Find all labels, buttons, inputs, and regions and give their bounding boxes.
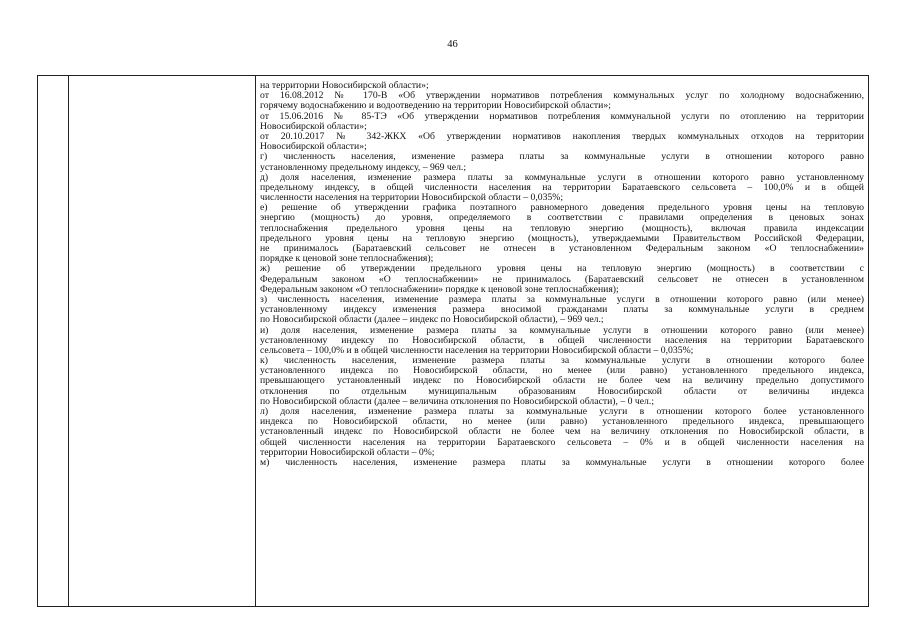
text-line: Новосибирской области»; xyxy=(260,141,367,153)
text-line: порядке к ценовой зоне теплоснабжения); xyxy=(260,253,434,265)
text-line: по Новосибирской области (далее – величина отклонения по Новосибирской области), – 0 чел.; xyxy=(260,395,655,407)
text-line: ж) решение об утверждении предельного уровня цены на тепловую энергию (мощность) в соответствии с xyxy=(260,263,864,275)
text-line: е) решение об утверждении графика поэтапного равномерного доведения предельного уровня цены на тепловую xyxy=(260,202,864,214)
text-line: предельного уровня цены на тепловую энергию (мощность), утверждаемыми Правительством Российской Федерации, xyxy=(260,232,864,244)
text-line: сельсовета – 100,0% и в общей численности населения на территории Новосибирской области – 0,035%; xyxy=(260,344,694,356)
text-line: л) доля населения, изменение размера платы за коммунальные услуги в отношении которого более установленного xyxy=(260,406,864,417)
text-line: не принималось (Баратаевский сельсовет не отнесен в установленном Федеральным законом «О теплоснабжении» xyxy=(260,243,864,254)
table-text-cell xyxy=(260,81,864,468)
text-line: численности населения на территории Новосибирской области – 0,035%; xyxy=(260,192,564,204)
text-line: отклонения по отдельным муниципальным образованиям Новосибирской области от величины индекса xyxy=(260,385,864,397)
text-line: от 16.08.2012 № 170-В «Об утверждении нормативов потребления коммунальных услуг по холодному водоснабжению, xyxy=(260,90,864,102)
text-line: от 15.06.2016 № 85-ТЭ «Об утверждении нормативов потребления коммунальной услуги по отоплению на территории xyxy=(260,110,864,122)
text-line: по Новосибирской области (далее – индекс по Новосибирской области), – 969 чел.; xyxy=(260,314,604,326)
document-table xyxy=(37,75,869,607)
text-line: установленному предельному индексу, – 969 чел.; xyxy=(260,161,467,173)
column-divider-2 xyxy=(255,76,256,606)
text-line: теплоснабжения предельного уровня цены на тепловую энергию (мощность), включая правила индексации xyxy=(260,222,864,234)
text-line: з) численность населения, изменение размера платы за коммунальные услуги в отношении которого равно (или менее) xyxy=(260,293,864,305)
text-line: общей численности населения на территории Баратаевского сельсовета – 0% и в общей численности населения на xyxy=(260,436,864,448)
text-line: установленного индекса по Новосибирской области, но менее (или равно) установленного предельного индекса, xyxy=(260,365,864,377)
text-line: горячему водоснабжению и водоотведению на территории Новосибирской области»; xyxy=(260,100,611,112)
text-line: Новосибирской области»; xyxy=(260,120,367,132)
text-line: установленный индекс по Новосибирской области не более чем на величину отклонения по Новосибирской области, в xyxy=(260,426,864,438)
column-divider-1 xyxy=(68,76,69,606)
text-line: м) численность населения, изменение размера платы за коммунальные услуги в отношении которого более xyxy=(260,456,864,468)
text-line: к) численность населения, изменение размера платы за коммунальные услуги в отношении которого более xyxy=(260,355,864,367)
text-line: установленному индексу изменения размера вносимой гражданами платы за коммунальные услуги в среднем xyxy=(260,304,864,316)
text-line: установленному индексу по Новосибирской области, в общей численности населения на территории Баратаевского xyxy=(260,334,864,346)
text-line: Федеральным законом «О теплоснабжении» не принималось (Баратаевский сельсовет не отнесен в установленном xyxy=(260,273,864,285)
text-line: территории Новосибирской области – 0%; xyxy=(260,446,435,458)
text-line: индекса по Новосибирской области, но менее (или равно) установленного предельного индекса, превышающего xyxy=(260,416,864,428)
text-line: г) численность населения, изменение размера платы за коммунальные услуги в отношении которого равно xyxy=(260,151,864,163)
text-line: на территории Новосибирской области»; xyxy=(260,80,429,91)
text-line: Федеральным законом «О теплоснабжении» порядке к ценовой зоне теплоснабжения); xyxy=(260,283,619,295)
text-line: энергию (мощность) до уровня, определяемого в соответствии с правилами определения в ценовых зонах xyxy=(260,212,864,224)
page-number: 46 xyxy=(447,39,458,50)
text-line: от 20.10.2017 № 342-ЖКХ «Об утверждении нормативов накопления твердых коммунальных отходов на территории xyxy=(260,130,864,142)
text-line: д) доля населения, изменение размера платы за коммунальные услуги в отношении которого равно установленному xyxy=(260,171,864,183)
text-line: превышающего установленный индекс по Новосибирской области не более чем на величину предельно допустимого xyxy=(260,375,864,387)
text-line: предельному индексу, в общей численности населения на территории Баратаевского сельсовета – 100,0% и в общей xyxy=(260,181,864,193)
text-line: и) доля населения, изменение размера платы за коммунальные услуги в отношении которого равно (или менее) xyxy=(260,324,864,336)
